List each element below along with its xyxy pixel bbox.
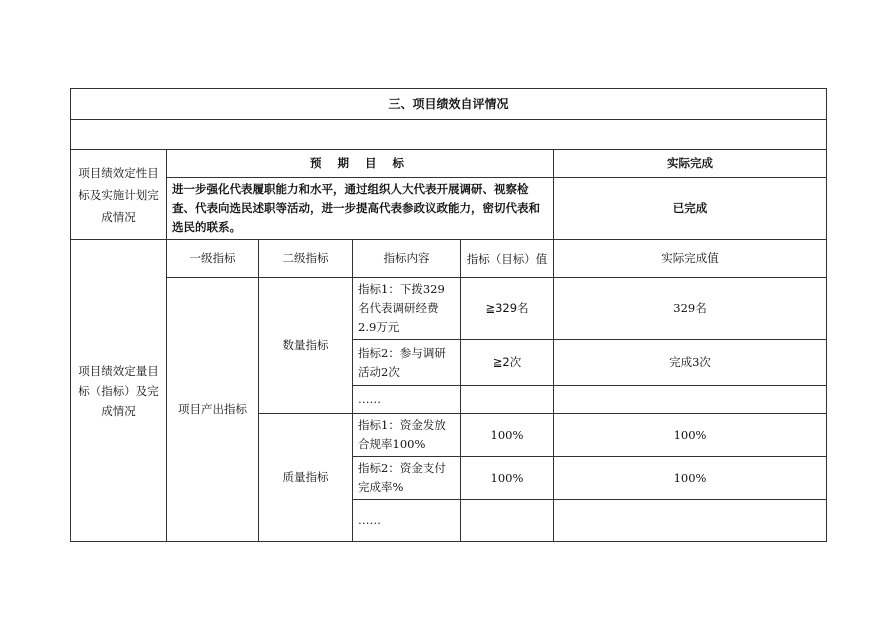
indicator-content-cell: 指标2：参与调研活动2次 [353,340,461,386]
blank-cell [71,120,827,150]
indicator-header-row [71,240,827,278]
qualitative-header-row [71,150,827,178]
indicator-target-cell: 100% [461,414,554,457]
level2-quality-cell: 质量指标 [259,414,353,542]
section-title-row [71,89,827,120]
expected-goal-text: 进一步强化代表履职能力和水平，通过组织人大代表开展调研、视察检查、代表向选民述职等活动，进一步提高代表参政议政能力，密切代表和选民的联系。 [167,178,554,240]
header-actual: 实际完成值 [554,240,827,278]
quantitative-row-label: 项目绩效定量目标（指标）及完成情况 [71,240,167,542]
level2-quantity-cell: 数量指标 [259,278,353,414]
performance-table [70,88,827,542]
indicator-actual-cell: 329名 [554,278,827,340]
expected-goal-header: 预 期 目 标 [167,150,554,178]
indicator-target-cell: ≧329名 [461,278,554,340]
indicator-actual-cell: 完成3次 [554,340,827,386]
level1-indicator-cell: 项目产出指标 [167,278,259,542]
header-content: 指标内容 [353,240,461,278]
header-level1: 一级指标 [167,240,259,278]
indicator-target-cell: ≧2次 [461,340,554,386]
qualitative-content-row [71,178,827,240]
indicator-actual-cell [554,386,827,414]
indicator-actual-cell: 100% [554,414,827,457]
actual-completion-text: 已完成 [554,178,827,240]
table-row [71,278,827,340]
indicator-target-cell: 100% [461,457,554,500]
qualitative-row-label: 项目绩效定性目标及实施计划完成情况 [71,150,167,240]
indicator-actual-cell [554,500,827,542]
indicator-content-cell: …… [353,500,461,542]
section-title: 三、项目绩效自评情况 [71,89,827,120]
indicator-content-cell: 指标1：资金发放合规率100% [353,414,461,457]
header-target: 指标（目标）值 [461,240,554,278]
indicator-target-cell [461,500,554,542]
header-level2: 二级指标 [259,240,353,278]
performance-evaluation-sheet [70,88,826,542]
actual-completion-header: 实际完成 [554,150,827,178]
indicator-target-cell [461,386,554,414]
indicator-content-cell: 指标1：下拨329名代表调研经费2.9万元 [353,278,461,340]
indicator-content-cell: …… [353,386,461,414]
indicator-actual-cell: 100% [554,457,827,500]
indicator-content-cell: 指标2：资金支付完成率% [353,457,461,500]
blank-row [71,120,827,150]
